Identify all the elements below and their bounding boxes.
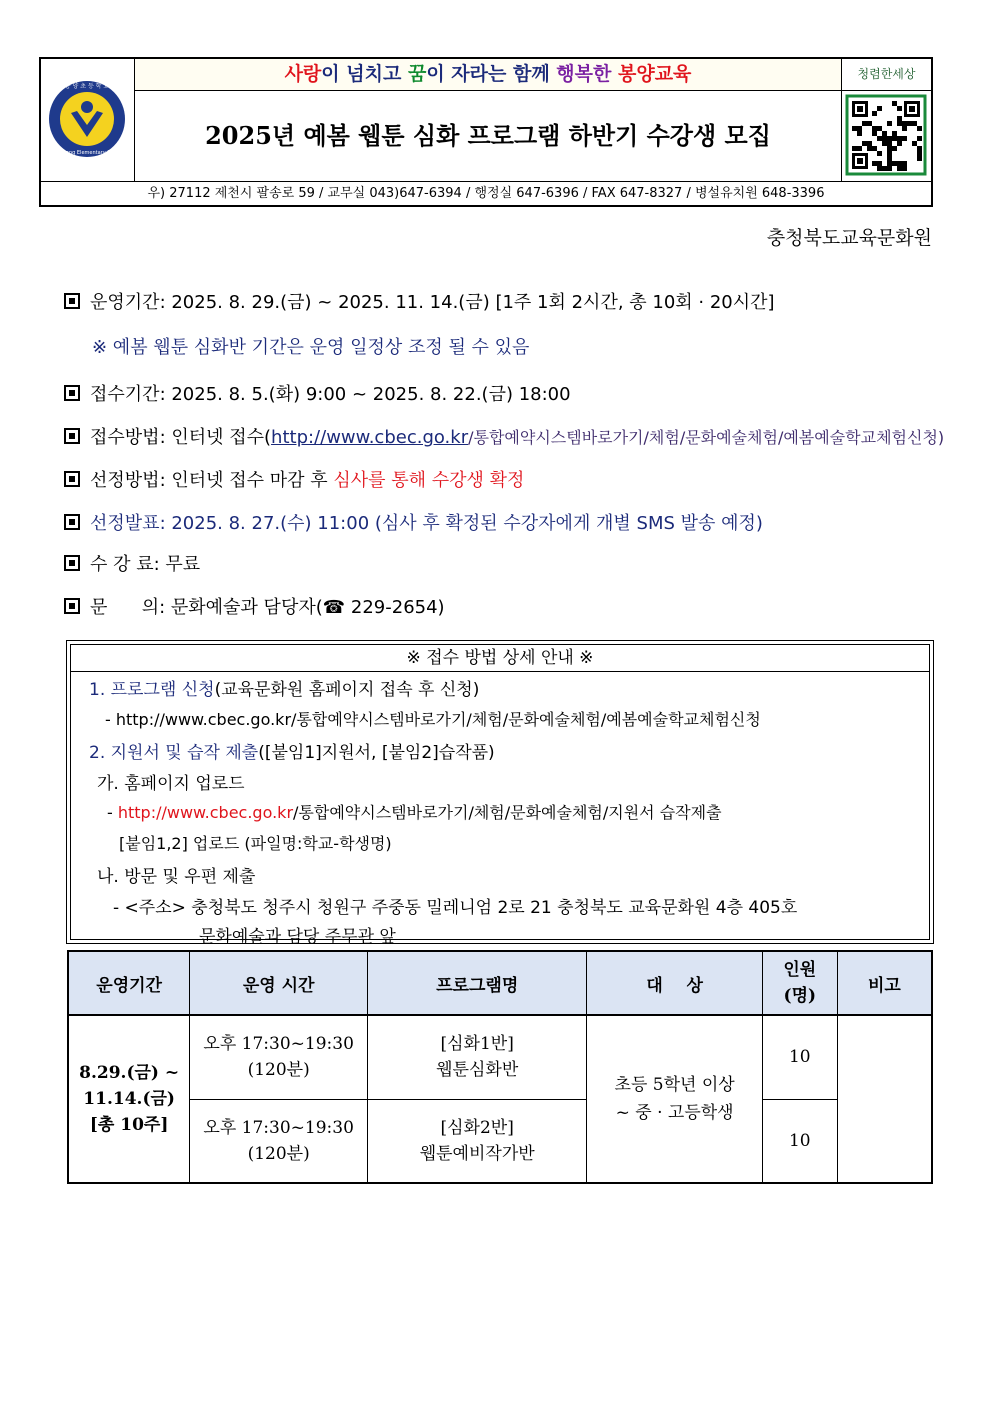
cbec-upload-link[interactable]: http://www.cbec.go.kr	[117, 803, 294, 822]
guide-upload-path: - http://www.cbec.go.kr/통합예약시스템바로가기/체험/문화예술체험/지원서 습작제출	[107, 803, 722, 822]
checkbox-bullet-icon	[64, 428, 80, 444]
period-note: ※ 예봄 웹툰 심화반 기간은 운영 일정상 조정 될 수 있음	[92, 337, 530, 358]
cbec-link[interactable]: http://www.cbec.go.kr	[271, 427, 469, 448]
slogan-part: 꿈	[407, 63, 427, 85]
slogan-part: 봉양교육	[617, 63, 692, 85]
table-header-row	[68, 951, 932, 1015]
col-header-period: 운영기간	[68, 951, 190, 1015]
checkbox-bullet-icon	[64, 555, 80, 571]
selection-line: 선정방법: 인터넷 접수 마감 후 심사를 통해 수강생 확정	[64, 466, 524, 492]
time-cell: 오후 17:30~19:30 (120분)	[190, 1099, 368, 1183]
guide-step1-path: - http://www.cbec.go.kr/통합예약시스템바로가기/체험/문화예술체험/예봄예술학교체험신청	[105, 710, 761, 729]
target-cell: 초등 5학년 이상 ~ 중 · 고등학생	[587, 1015, 763, 1183]
guide-step1: 1. 프로그램 신청(교육문화원 홈페이지 접속 후 신청)	[89, 680, 480, 700]
checkbox-bullet-icon	[64, 385, 80, 401]
integrity-logo: 청렴한세상	[841, 59, 931, 91]
organization-name: 충청북도교육문화원	[766, 227, 932, 249]
guide-visit-address: - <주소> 충청북도 청주시 청원구 주중동 밀레니엄 2로 21 충청북도 교육문화원 4층 405호	[113, 898, 798, 918]
slogan-part: 행복한	[556, 63, 618, 85]
col-header-time: 운영 시간	[190, 951, 368, 1015]
period-cell: 8.29.(금) ~ 11.14.(금) [총 10주]	[68, 1015, 190, 1183]
guide-visit-label: 나. 방문 및 우편 제출	[97, 867, 256, 887]
col-header-count: 인원 (명)	[762, 951, 837, 1015]
qr-code[interactable]	[841, 91, 931, 181]
period-line: 운영기간: 2025. 8. 29.(금) ~ 2025. 11. 14.(금) [1주 1회 2시간, 총 10회 · 20시간]	[64, 288, 775, 314]
reception-line: 접수기간: 2025. 8. 5.(화) 9:00 ~ 2025. 8. 22.(금) 18:00	[64, 380, 571, 406]
guide-step2: 2. 지원서 및 습작 제출([붙임1]지원서, [붙임2]습작품)	[89, 743, 495, 763]
checkbox-bullet-icon	[64, 598, 80, 614]
fee-line: 수 강 료: 무료	[64, 550, 200, 576]
guide-upload-note: [붙임1,2] 업로드 (파일명:학교-학생명)	[119, 834, 392, 853]
inquiry-line: 문 의: 문화예술과 담당자(☎ 229-2654)	[64, 593, 445, 619]
time-cell: 오후 17:30~19:30 (120분)	[190, 1015, 368, 1099]
method-line: 접수방법: 인터넷 접수(http://www.cbec.go.kr/통합예약시스템바로가기/체험/문화예술체험/예봄예술학교체험신청)	[64, 423, 944, 449]
col-header-program: 프로그램명	[368, 951, 587, 1015]
program-cell: [심화2반] 웹툰예비작가반	[368, 1099, 587, 1183]
program-cell: [심화1반] 웹툰심화반	[368, 1015, 587, 1099]
checkbox-bullet-icon	[64, 293, 80, 309]
table-row	[68, 1015, 932, 1099]
slogan-part: 이 넘치고	[321, 63, 408, 85]
school-address: 우) 27112 제천시 팔송로 59 / 교무실 043)647-6394 / 행정실 647-6396 / FAX 647-8327 / 병설유치원 648-3396	[41, 181, 931, 205]
application-guide-box	[66, 640, 934, 947]
count-cell: 10	[762, 1015, 837, 1099]
table-row	[68, 1099, 932, 1183]
slogan-part: 사랑	[284, 63, 322, 85]
school-emblem	[41, 59, 135, 181]
col-header-target: 대 상	[587, 951, 763, 1015]
announce-line: 선정발표: 2025. 8. 27.(수) 11:00 (심사 후 확정된 수강자에게 개별 SMS 발송 예정)	[64, 509, 763, 535]
slogan	[135, 59, 841, 91]
guide-upload-label: 가. 홈페이지 업로드	[97, 774, 245, 794]
guide-heading: ※ 접수 방법 상세 안내 ※	[71, 645, 929, 672]
guide-visit-recipient: 문화예술과 담당 주무관 앞	[199, 927, 396, 947]
checkbox-bullet-icon	[64, 514, 80, 530]
page-title: 2025년 예봄 웹툰 심화 프로그램 하반기 수강생 모집	[205, 121, 771, 150]
note-cell	[837, 1015, 932, 1183]
svg-text:봉 양 초 등 학 교: 봉 양 초 등 학 교	[64, 83, 110, 90]
slogan-part: 이 자라는	[426, 63, 513, 85]
letterhead	[39, 57, 933, 207]
svg-text:Bongyang Elementary School: Bongyang Elementary School	[50, 150, 124, 156]
col-header-note: 비고	[837, 951, 932, 1015]
schedule-table	[67, 950, 933, 1184]
count-cell: 10	[762, 1099, 837, 1183]
checkbox-bullet-icon	[64, 471, 80, 487]
slogan-part: 함께	[512, 63, 557, 85]
